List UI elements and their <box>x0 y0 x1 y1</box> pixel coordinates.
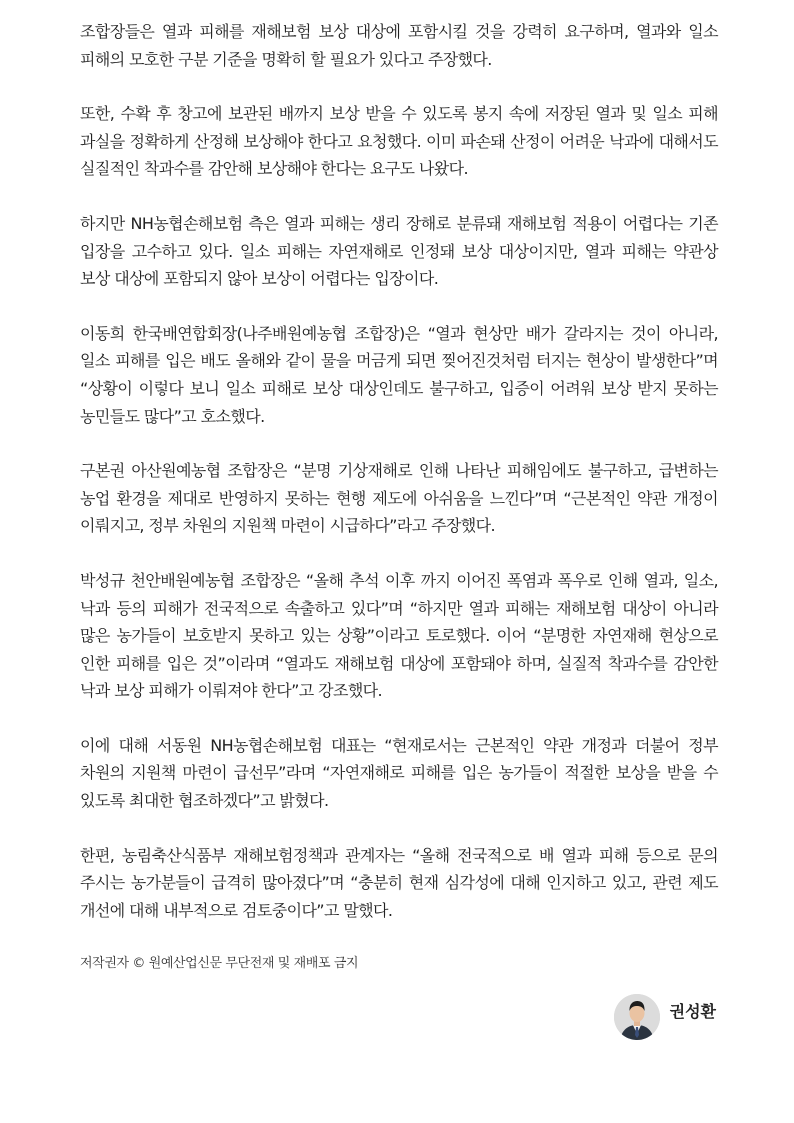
article-paragraph: 구본권 아산원예농협 조합장은 “분명 기상재해로 인해 나타난 피해임에도 불구하고, 급변하는 농업 환경을 제대로 반영하지 못하는 현행 제도에 아쉬움을 느낀다”며 “근본적인 약관 개정이 이뤄지고, 정부 차원의 지원책 마련이 시급하다”라고 주장했다. <box>80 461 718 536</box>
author-byline[interactable] <box>614 994 716 1040</box>
author-avatar[interactable] <box>614 994 660 1040</box>
article-paragraph: 또한, 수확 후 창고에 보관된 배까지 보상 받을 수 있도록 봉지 속에 저장된 열과 및 일소 피해 과실을 정확하게 산정해 보상해야 한다고 요청했다. 이미 파손돼 산정이 어려운 낙과에 대해서도 실질적인 착과수를 감안해 보상해야 한다는 요구도 나왔다. <box>80 104 718 179</box>
article-paragraph: 박성규 천안배원예농협 조합장은 “올해 추석 이후 까지 이어진 폭염과 폭우로 인해 열과, 일소, 낙과 등의 피해가 전국적으로 속출하고 있다”며 “하지만 열과 피해는 재해보험 대상이 아니라 많은 농가들이 보호받지 못하고 있는 상황”이라고 토로했다. 이어 “분명한 자연재해 현상으로 인한 피해를 입은 것”이라며 “열과도 재해보험 대상에 포함돼야 하며, 실질적 착과수를 감안한 낙과 보상 피해가 이뤄져야 한다”고 강조했다. <box>80 570 718 701</box>
article-paragraph: 이에 대해 서동원 NH농협손해보험 대표는 “현재로서는 근본적인 약관 개정과 더불어 정부 차원의 지원책 마련이 급선무”라며 “자연재해로 피해를 입은 농가들이 적절한 보상을 받을 수 있도록 최대한 협조하겠다”고 밝혔다. <box>80 735 718 811</box>
copyright-notice: 저작권자 © 원예산업신문 무단전재 및 재배포 금지 <box>80 956 359 971</box>
article-paragraph: 조합장들은 열과 피해를 재해보험 보상 대상에 포함시킬 것을 강력히 요구하며, 열과와 일소 피해의 모호한 구분 기준을 명확히 할 필요가 있다고 주장했다. <box>80 22 718 69</box>
person-photo-icon <box>614 994 660 1040</box>
article-paragraph: 한편, 농림축산식품부 재해보험정책과 관계자는 “올해 전국적으로 배 열과 피해 등으로 문의 주시는 농가분들이 급격히 많아졌다”며 “충분히 현재 심각성에 대해 인지하고 있고, 관련 제도 개선에 대해 내부적으로 검토중이다”고 말했다. <box>80 845 718 920</box>
author-name[interactable]: 권성환 <box>669 1001 716 1021</box>
article-body <box>80 18 718 951</box>
article-paragraph: 이동희 한국배연합회장(나주배원예농협 조합장)은 “열과 현상만 배가 갈라지는 것이 아니라, 일소 피해를 입은 배도 올해와 같이 물을 머금게 되면 찢어진것처럼 터지는 현상이 발생한다”며 “상황이 이렇다 보니 일소 피해로 보상 대상인데도 불구하고, 입증이 어려워 보상 받지 못하는 농민들도 많다”고 호소했다. <box>80 323 718 426</box>
article-paragraph: 하지만 NH농협손해보험 측은 열과 피해는 생리 장해로 분류돼 재해보험 적용이 어렵다는 기존 입장을 고수하고 있다. 일소 피해는 자연재해로 인정돼 보상 대상이지만, 열과 피해는 약관상 보상 대상에 포함되지 않아 보상이 어렵다는 입장이다. <box>80 213 718 289</box>
